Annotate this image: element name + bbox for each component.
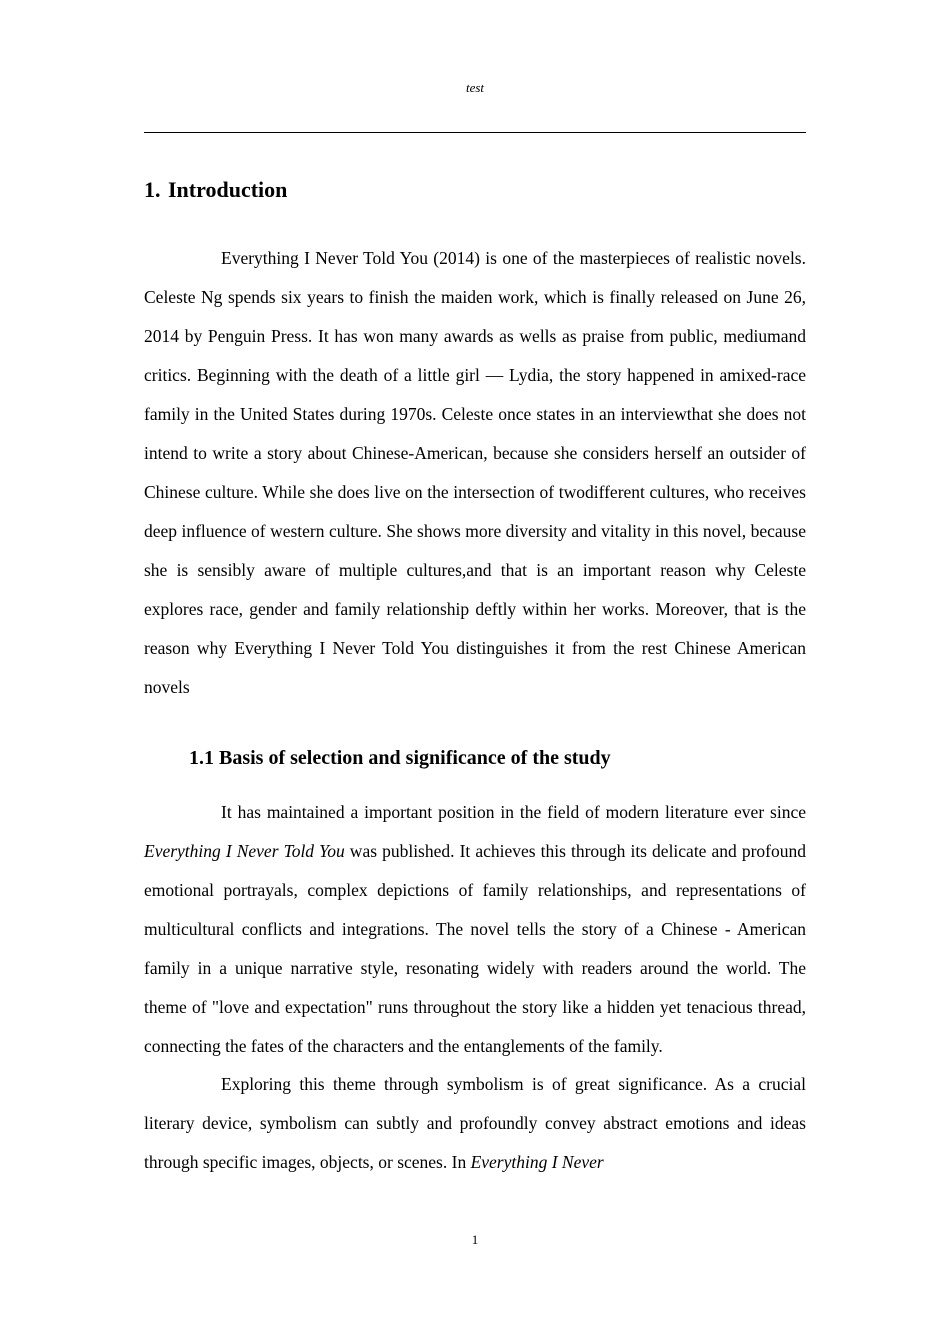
page-number: 1 (471, 1232, 479, 1247)
document-body (144, 174, 806, 1182)
header-divider (144, 132, 806, 133)
section-heading-introduction: 1. Introduction (144, 177, 288, 202)
basis-paragraph-2-text-a: Exploring this theme through symbolism is of great significance. As a crucial literary device, symbolism can subtly and profoundly convey abstract emotions and ideas through specific images, objects, or scenes. In (144, 1074, 806, 1172)
basis-paragraph-2 (144, 1065, 806, 1182)
introduction-paragraph: Everything I Never Told You (2014) is one of the masterpieces of realistic novels. Celeste Ng spends six years to finish the maiden work, which is finally released on June 26, 2014 by Penguin Press. It has won many awards as wells as praise from public, mediumand critics. Beginning with the death of a little girl — Lydia, the story happened in amixed-race family in the United States during 1970s. Celeste once states in an interviewthat she does not intend to write a story about Chinese-American, because she considers herself an outsider of Chinese culture. While she does live on the intersection of twodifferent cultures, who receives deep influence of western culture. She shows more diversity and vitality in this novel, because she is sensibly aware of multiple cultures,and that is an important reason why Celeste explores race, gender and family relationship deftly within her works. Moreover, that is the reason why Everything I Never Told You distinguishes it from the rest Chinese American novels (144, 248, 806, 697)
basis-paragraph-1-text-b: was published. It achieves this through its delicate and profound emotional portrayals, complex depictions of family relationships, and representations of multicultural conflicts and integrations. The novel tells the story of a Chinese - American family in a unique narrative style, resonating widely with readers around the world. The theme of "love and expectation" runs throughout the story like a hidden yet tenacious thread, connecting the fates of the characters and the entanglements of the family. (144, 841, 806, 1056)
novel-title: Everything I Never Told You (144, 841, 345, 861)
basis-paragraph-1 (144, 793, 806, 1066)
page-header: test (465, 80, 485, 95)
novel-title-partial: Everything I Never (470, 1152, 604, 1172)
subsection-heading-basis: 1.1 Basis of selection and significance of the study (189, 747, 611, 769)
basis-paragraph-1-text-a: It has maintained a important position in the field of modern literature ever since (221, 802, 806, 822)
